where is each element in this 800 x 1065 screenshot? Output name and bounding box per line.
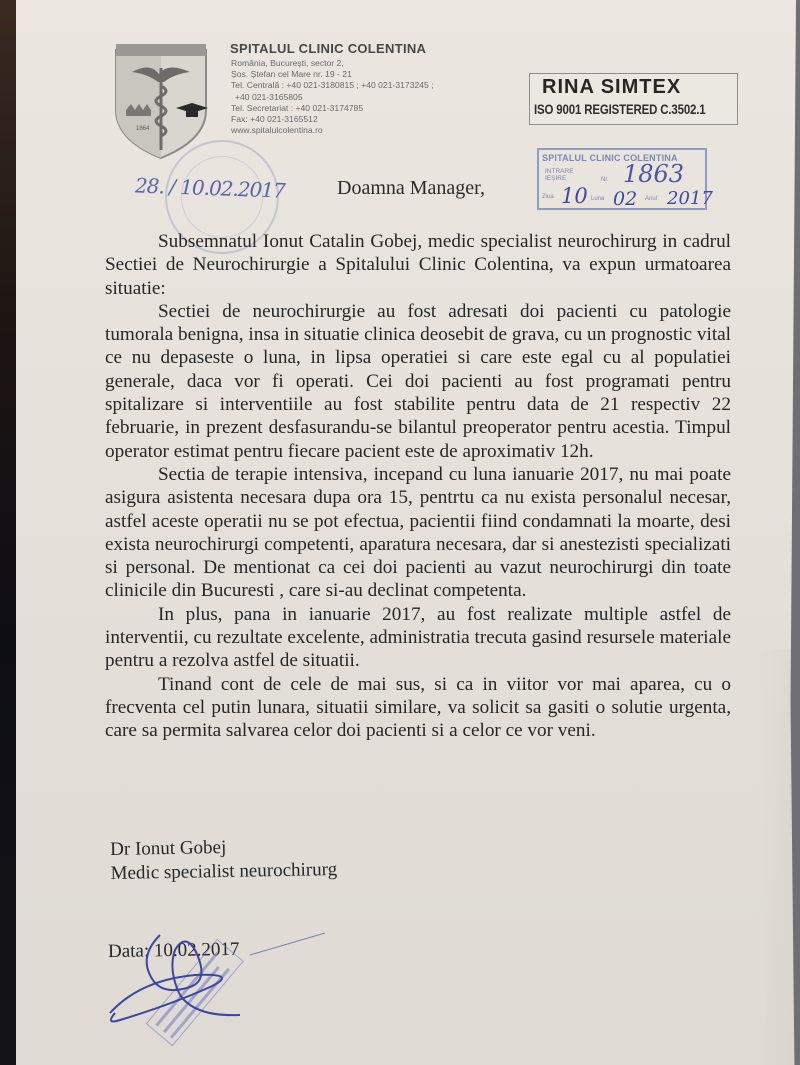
certification-badge <box>529 73 738 125</box>
hospital-name: SPITALUL CLINIC COLENTINA <box>230 41 427 56</box>
paragraph-intro: Subsemnatul Ionut Catalin Gobej, medic specialist neurochirurg in cadrul Sectiei de Neurochirurgie a Spitalului Clinic Colentina, va expun urmatoarea situatie: <box>105 231 731 299</box>
stamp-year: 2017 <box>667 188 713 209</box>
paragraph-history: In plus, pana in ianuarie 2017, au fost realizate multiple astfel de interventii, cu rezultate excelente, administratia trecuta gasind resursele materiale pentru a rezolva astfel de situatii. <box>105 603 731 672</box>
registration-stamp <box>537 148 713 210</box>
salutation: Doamna Manager, <box>337 177 486 199</box>
handwritten-signature-icon <box>100 925 330 1055</box>
stamp-intrare-label: INTRARE IEȘIRE <box>545 168 574 182</box>
address-line: Șos. Ștefan cel Mare nr. 19 - 21 <box>231 69 352 80</box>
logo-year: 1864 <box>136 126 150 132</box>
signature-block <box>110 834 337 886</box>
stamp-ziua-label: Ziua <box>542 194 554 200</box>
phone-secretariat-line: Tel. Secretariat : +40 021-3174785 <box>231 102 364 113</box>
hospital-contact-block <box>231 58 434 136</box>
caduceus-shield-icon <box>112 40 210 160</box>
signer-name: Dr Ionut Gobej <box>110 836 227 860</box>
date-label: Data: <box>107 940 150 963</box>
phone-central-line: Tel. Centrală : +40 021-3180815 ; +40 021-3173245 ; <box>231 80 434 91</box>
website-link: www.spitalulcolentina.ro <box>231 125 323 136</box>
letter-body <box>105 230 731 743</box>
paragraph-request: Tinand cont de cele de mai sus, si ca in viitor vor mai aparea, cu o frecventa cel putin lunara, situatii similare, va solicit sa gasiti o solutie urgenta, care sa permita salvarea celor doi pacienti si a celor ce vor veni. <box>105 673 731 742</box>
handwritten-date: 28. / 10.02.2017 <box>134 173 286 203</box>
fax-line: Fax: +40 021-3165512 <box>231 114 318 125</box>
stamp-luna-label: Luna <box>591 196 605 202</box>
phone-central-line: +40 021-3165805 <box>235 91 303 102</box>
signer-title: Medic specialist neurochirurg <box>110 859 338 884</box>
stamp-title: SPITALUL CLINIC COLENTINA <box>542 153 678 163</box>
paragraph-patients: Sectiei de neurochirurgie au fost adresati doi pacienti cu patologie tumorala benigna, insa in situatie clinica deosebit de grava, cu un prognostic vital ce nu depaseste o luna, in lipsa operatiei si care este egal cu al populatiei generale, daca vor fi operati. Cei doi pacienti au fost programati pentru spitalizare si interventiile au fost stabilite pentru data de 21 respectiv 22 februarie, in prezent desfasurandu-se bilantul preoperator pentru acestia. Timpul operator estimat pentru fiecare pacient este de aproximativ 12h. <box>105 300 731 462</box>
address-line: România, București, sector 2, <box>231 58 344 68</box>
stamp-day: 10 <box>561 184 588 208</box>
certification-title: RINA SIMTEX <box>542 76 682 98</box>
certification-subtitle: ISO 9001 REGISTERED C.3502.1 <box>534 101 706 117</box>
stamp-registration-number: 1863 <box>623 160 685 188</box>
stamp-anul-label: Anul <box>645 196 658 202</box>
paper-shadow <box>756 650 796 1065</box>
date-value: 10.02.2017 <box>153 938 240 962</box>
stamp-month: 02 <box>613 188 638 210</box>
stamp-nr-label: Nr. <box>601 177 609 183</box>
background-left-edge <box>0 0 18 1065</box>
doctor-stamp-icon <box>146 939 243 1045</box>
paragraph-icu: Sectia de terapie intensiva, incepand cu luna ianuarie 2017, nu mai poate asigura asistenta necesara dupa ora 15, pentrtu ca nu exista personalul necesar, astfel aceste operatii nu se pot efectua, pacientii fiind condamnati la moarte, desi exista neurochirurgi competenti, aparatura necesara, dar si anestezisti specializati si personal. De mentionat ca cei doi pacienti au vazut neurochirurgi din toate clinicile din Bucuresti , care si-au declinat competenta. <box>105 463 731 602</box>
